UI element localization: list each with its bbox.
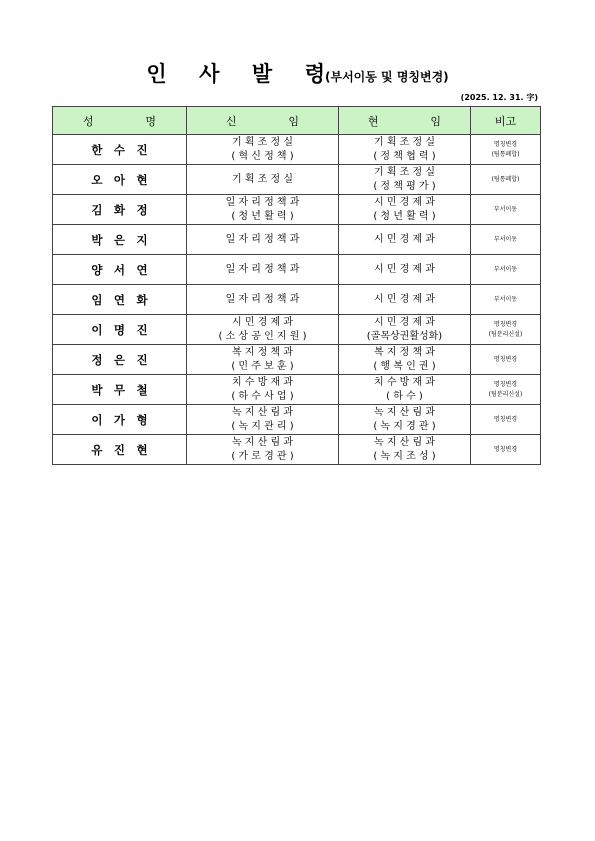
table-row — [53, 165, 541, 195]
current-position-line: ( 청 년 활 력 ) — [373, 210, 436, 222]
header-new-position: 신 임 — [187, 107, 339, 135]
new-position-line: ( 녹 지 관 리 ) — [231, 420, 294, 432]
note-line: 명칭변경 — [493, 320, 518, 328]
current-position-line: ( 행 복 인 권 ) — [373, 360, 436, 372]
note — [471, 165, 541, 195]
current-position-line: (골목상권활성화) — [366, 330, 443, 342]
note-line: 명칭변경 — [493, 355, 518, 363]
current-position-line: 시 민 경 제 과 — [373, 196, 435, 208]
current-position — [339, 225, 471, 255]
employee-name: 임연화 — [53, 285, 187, 315]
table-row — [53, 285, 541, 315]
new-position-line: 치 수 방 재 과 — [231, 376, 293, 388]
note-line: 명칭변경 — [493, 380, 518, 388]
current-position-line: ( 정 책 평 가 ) — [373, 180, 436, 192]
employee-name: 오아현 — [53, 165, 187, 195]
new-position — [187, 135, 339, 165]
employee-name: 정은진 — [53, 345, 187, 375]
note — [471, 405, 541, 435]
current-position-line: 치 수 방 재 과 — [373, 376, 435, 388]
new-position-line: 녹 지 산 림 과 — [231, 436, 293, 448]
note-line: 부서이동 — [493, 295, 518, 303]
table-row — [53, 345, 541, 375]
current-position — [339, 195, 471, 225]
new-position — [187, 375, 339, 405]
new-position — [187, 165, 339, 195]
personnel-order-table — [52, 106, 541, 465]
new-position — [187, 435, 339, 465]
employee-name: 박무철 — [53, 375, 187, 405]
employee-name: 양서연 — [53, 255, 187, 285]
new-position-line: 기 획 조 정 실 — [231, 136, 293, 148]
current-position-line: ( 녹 지 조 성 ) — [373, 450, 436, 462]
note-line: (팀분리신설) — [488, 330, 523, 338]
note — [471, 345, 541, 375]
current-position-line: 시 민 경 제 과 — [373, 233, 435, 245]
note — [471, 435, 541, 465]
table-row — [53, 255, 541, 285]
header-current-position: 현 임 — [339, 107, 471, 135]
note-line: 명칭변경 — [493, 140, 518, 148]
current-position-line: 시 민 경 제 과 — [373, 316, 435, 328]
employee-name: 박은지 — [53, 225, 187, 255]
note — [471, 255, 541, 285]
title-main: 인 사 발 령 — [146, 62, 338, 86]
employee-name: 이가형 — [53, 405, 187, 435]
current-position — [339, 405, 471, 435]
new-position-line: ( 소 상 공 인 지 원 ) — [218, 330, 307, 342]
current-position-line: ( 정 책 협 력 ) — [373, 150, 436, 162]
table-row — [53, 135, 541, 165]
table-row — [53, 375, 541, 405]
current-position-line: 기 획 조 정 실 — [373, 136, 435, 148]
new-position-line: ( 하 수 사 업 ) — [231, 390, 294, 402]
note-line: (팀분리신설) — [488, 390, 523, 398]
note — [471, 285, 541, 315]
header-name: 성 명 — [53, 107, 187, 135]
new-position-line: 기 획 조 정 실 — [231, 173, 293, 185]
current-position-line: 녹 지 산 림 과 — [373, 436, 435, 448]
employee-name: 유진현 — [53, 435, 187, 465]
note — [471, 225, 541, 255]
employee-name: 이명진 — [53, 315, 187, 345]
document-title — [0, 58, 595, 88]
current-position-line: 시 민 경 제 과 — [373, 263, 435, 275]
current-position-line: 복 지 정 책 과 — [373, 346, 435, 358]
new-position-line: ( 가 로 경 관 ) — [231, 450, 294, 462]
note-line: 부서이동 — [493, 265, 518, 273]
note — [471, 315, 541, 345]
current-position-line: 녹 지 산 림 과 — [373, 406, 435, 418]
new-position-line: 시 민 경 제 과 — [231, 316, 293, 328]
new-position-line: ( 민 주 보 훈 ) — [231, 360, 294, 372]
new-position-line: 복 지 정 책 과 — [231, 346, 293, 358]
note-line: (팀통폐합) — [491, 175, 520, 183]
new-position-line: ( 혁 신 정 책 ) — [231, 150, 294, 162]
title-subtitle: (부서이동 및 명칭변경) — [325, 70, 449, 84]
table-row — [53, 225, 541, 255]
new-position-line: 일 자 리 정 책 과 — [225, 233, 300, 245]
current-position-line: 기 획 조 정 실 — [373, 166, 435, 178]
note — [471, 135, 541, 165]
table-row — [53, 315, 541, 345]
new-position — [187, 225, 339, 255]
current-position-line: ( 하 수 ) — [386, 390, 423, 402]
new-position-line: 일 자 리 정 책 과 — [225, 293, 300, 305]
current-position — [339, 135, 471, 165]
current-position — [339, 315, 471, 345]
current-position — [339, 435, 471, 465]
new-position — [187, 315, 339, 345]
new-position — [187, 195, 339, 225]
note-line: 부서이동 — [493, 235, 518, 243]
new-position-line: 일 자 리 정 책 과 — [225, 263, 300, 275]
current-position — [339, 165, 471, 195]
note — [471, 195, 541, 225]
current-position — [339, 285, 471, 315]
table-row — [53, 405, 541, 435]
note — [471, 375, 541, 405]
table-row — [53, 195, 541, 225]
current-position — [339, 345, 471, 375]
employee-name: 김화정 — [53, 195, 187, 225]
table-header-row — [53, 107, 541, 135]
current-position — [339, 375, 471, 405]
new-position-line: ( 청 년 활 력 ) — [231, 210, 294, 222]
note-line: 명칭변경 — [493, 445, 518, 453]
new-position — [187, 255, 339, 285]
issue-date: (2025. 12. 31. 字) — [460, 93, 538, 102]
header-note: 비고 — [471, 107, 541, 135]
table-row — [53, 435, 541, 465]
current-position — [339, 255, 471, 285]
new-position — [187, 285, 339, 315]
current-position-line: ( 녹 지 경 관 ) — [373, 420, 436, 432]
current-position-line: 시 민 경 제 과 — [373, 293, 435, 305]
note-line: 부서이동 — [493, 205, 518, 213]
employee-name: 한수진 — [53, 135, 187, 165]
note-line: 명칭변경 — [493, 415, 518, 423]
note-line: (팀통폐합) — [491, 150, 520, 158]
new-position — [187, 345, 339, 375]
new-position-line: 일 자 리 정 책 과 — [225, 196, 300, 208]
new-position — [187, 405, 339, 435]
new-position-line: 녹 지 산 림 과 — [231, 406, 293, 418]
